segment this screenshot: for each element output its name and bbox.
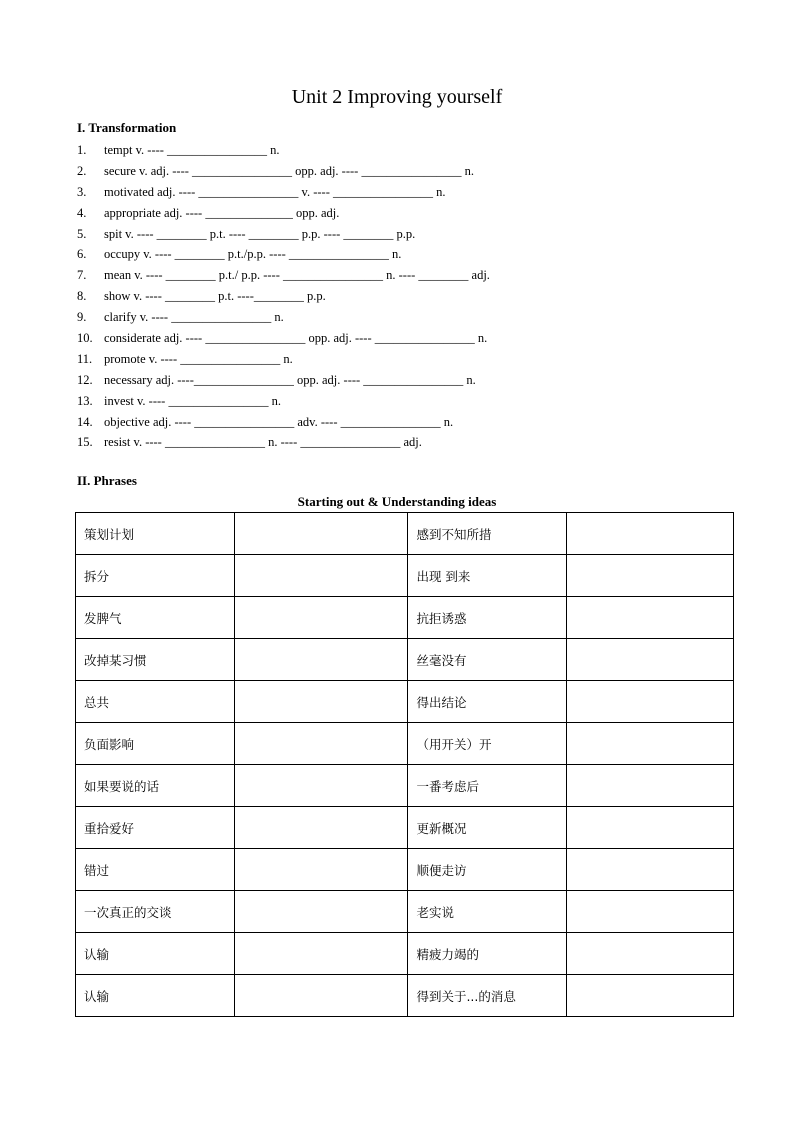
phrase-chinese-right: 抗拒诱惑 [408, 597, 567, 639]
phrase-chinese-right: 老实说 [408, 891, 567, 933]
answer-cell-left[interactable] [234, 555, 408, 597]
phrase-chinese-left: 认输 [76, 975, 235, 1017]
list-item [77, 370, 757, 391]
phrase-chinese-left: 认输 [76, 933, 235, 975]
phrase-chinese-left: 重拾爱好 [76, 807, 235, 849]
phrase-chinese-right: 一番考虑后 [408, 765, 567, 807]
item-text: mean v. ---- ________ p.t./ p.p. ---- ________________ n. ---- ________ adj. [104, 268, 490, 283]
answer-cell-left[interactable] [234, 513, 408, 555]
item-text: show v. ---- ________ p.t. ----________ p.p. [104, 289, 326, 304]
answer-cell-left[interactable] [234, 597, 408, 639]
item-text: invest v. ---- ________________ n. [104, 393, 281, 408]
item-number: 4. [77, 205, 87, 220]
item-number: 15. [77, 435, 93, 450]
phrase-chinese-left: 改掉某习惯 [76, 639, 235, 681]
table-row [76, 723, 734, 765]
table-row [76, 849, 734, 891]
answer-cell-left[interactable] [234, 681, 408, 723]
phrase-chinese-right: 丝毫没有 [408, 639, 567, 681]
item-number: 12. [77, 372, 93, 387]
list-item [77, 140, 757, 161]
answer-cell-right[interactable] [567, 807, 734, 849]
item-number: 9. [77, 310, 87, 325]
item-text: necessary adj. ----________________ opp. adj. ---- ________________ n. [104, 372, 476, 387]
list-item [77, 349, 757, 370]
answer-cell-right[interactable] [567, 555, 734, 597]
item-number: 13. [77, 393, 93, 408]
page-title: Unit 2 Improving yourself [291, 86, 503, 108]
phrase-chinese-left: 负面影响 [76, 723, 235, 765]
item-number: 3. [77, 184, 87, 199]
list-item [77, 286, 757, 307]
item-text: clarify v. ---- ________________ n. [104, 310, 284, 325]
item-number: 7. [77, 268, 87, 283]
phrase-chinese-right: 出现 到来 [408, 555, 567, 597]
phrase-chinese-left: 总共 [76, 681, 235, 723]
table-row [76, 807, 734, 849]
phrases-table [75, 512, 734, 1017]
phrase-chinese-left: 错过 [76, 849, 235, 891]
table-row [76, 513, 734, 555]
item-text: objective adj. ---- ________________ adv. ---- ________________ n. [104, 414, 454, 429]
item-text: resist v. ---- ________________ n. ---- ________________ adj. [104, 435, 422, 450]
phrase-chinese-right: 感到不知所措 [408, 513, 567, 555]
list-item [77, 244, 757, 265]
answer-cell-right[interactable] [567, 975, 734, 1017]
phrase-chinese-right: 顺便走访 [408, 849, 567, 891]
item-text: secure v. adj. ---- ________________ opp. adj. ---- ________________ n. [104, 163, 474, 178]
answer-cell-right[interactable] [567, 723, 734, 765]
table-row [76, 597, 734, 639]
phrase-chinese-left: 如果要说的话 [76, 765, 235, 807]
list-item [77, 328, 757, 349]
list-item [77, 391, 757, 412]
section-heading-transformation: I. Transformation [77, 120, 177, 135]
item-text: spit v. ---- ________ p.t. ---- ________ p.p. ---- ________ p.p. [104, 226, 416, 241]
item-number: 10. [77, 331, 93, 346]
list-item [77, 265, 757, 286]
list-item [77, 203, 757, 224]
answer-cell-left[interactable] [234, 723, 408, 765]
phrase-chinese-right: 得到关于...的消息 [408, 975, 567, 1017]
phrase-chinese-right: （用开关）开 [408, 723, 567, 765]
table-row [76, 933, 734, 975]
phrase-chinese-right: 更新概况 [408, 807, 567, 849]
table-row [76, 891, 734, 933]
transformation-list [77, 140, 757, 453]
phrase-chinese-left: 一次真正的交谈 [76, 891, 235, 933]
table-row [76, 681, 734, 723]
answer-cell-right[interactable] [567, 765, 734, 807]
item-number: 14. [77, 414, 93, 429]
item-text: tempt v. ---- ________________ n. [104, 143, 280, 157]
answer-cell-left[interactable] [234, 891, 408, 933]
item-text: occupy v. ---- ________ p.t./p.p. ---- ________________ n. [104, 247, 402, 262]
phrase-chinese-left: 策划计划 [76, 513, 235, 555]
answer-cell-right[interactable] [567, 597, 734, 639]
table-row [76, 555, 734, 597]
answer-cell-left[interactable] [234, 639, 408, 681]
list-item [77, 412, 757, 433]
answer-cell-right[interactable] [567, 639, 734, 681]
section-heading-phrases: II. Phrases [77, 473, 137, 488]
item-text: motivated adj. ---- ________________ v. ---- ________________ n. [104, 184, 446, 199]
phrase-chinese-left: 拆分 [76, 555, 235, 597]
item-number: 8. [77, 289, 87, 304]
answer-cell-left[interactable] [234, 975, 408, 1017]
answer-cell-left[interactable] [234, 807, 408, 849]
table-row [76, 639, 734, 681]
phrases-subtitle: Starting out & Understanding ideas [297, 494, 497, 509]
answer-cell-right[interactable] [567, 933, 734, 975]
answer-cell-left[interactable] [234, 765, 408, 807]
item-number: 11. [77, 351, 93, 366]
phrase-chinese-right: 得出结论 [408, 681, 567, 723]
phrase-chinese-left: 发脾气 [76, 597, 235, 639]
answer-cell-left[interactable] [234, 933, 408, 975]
list-item [77, 224, 757, 245]
item-number: 5. [77, 226, 87, 241]
table-row [76, 765, 734, 807]
answer-cell-right[interactable] [567, 513, 734, 555]
phrase-chinese-right: 精疲力竭的 [408, 933, 567, 975]
answer-cell-right[interactable] [567, 849, 734, 891]
item-number: 6. [77, 247, 87, 262]
item-number: 2. [77, 163, 87, 178]
answer-cell-right[interactable] [567, 891, 734, 933]
list-item [77, 161, 757, 182]
table-row [76, 975, 734, 1017]
list-item [77, 307, 757, 328]
list-item [77, 432, 757, 453]
item-number: 1. [77, 143, 87, 157]
answer-cell-left[interactable] [234, 849, 408, 891]
list-item [77, 182, 757, 203]
item-text: considerate adj. ---- ________________ opp. adj. ---- ________________ n. [104, 331, 488, 346]
item-text: appropriate adj. ---- ______________ opp. adj. [104, 205, 340, 220]
answer-cell-right[interactable] [567, 681, 734, 723]
item-text: promote v. ---- ________________ n. [104, 351, 293, 366]
